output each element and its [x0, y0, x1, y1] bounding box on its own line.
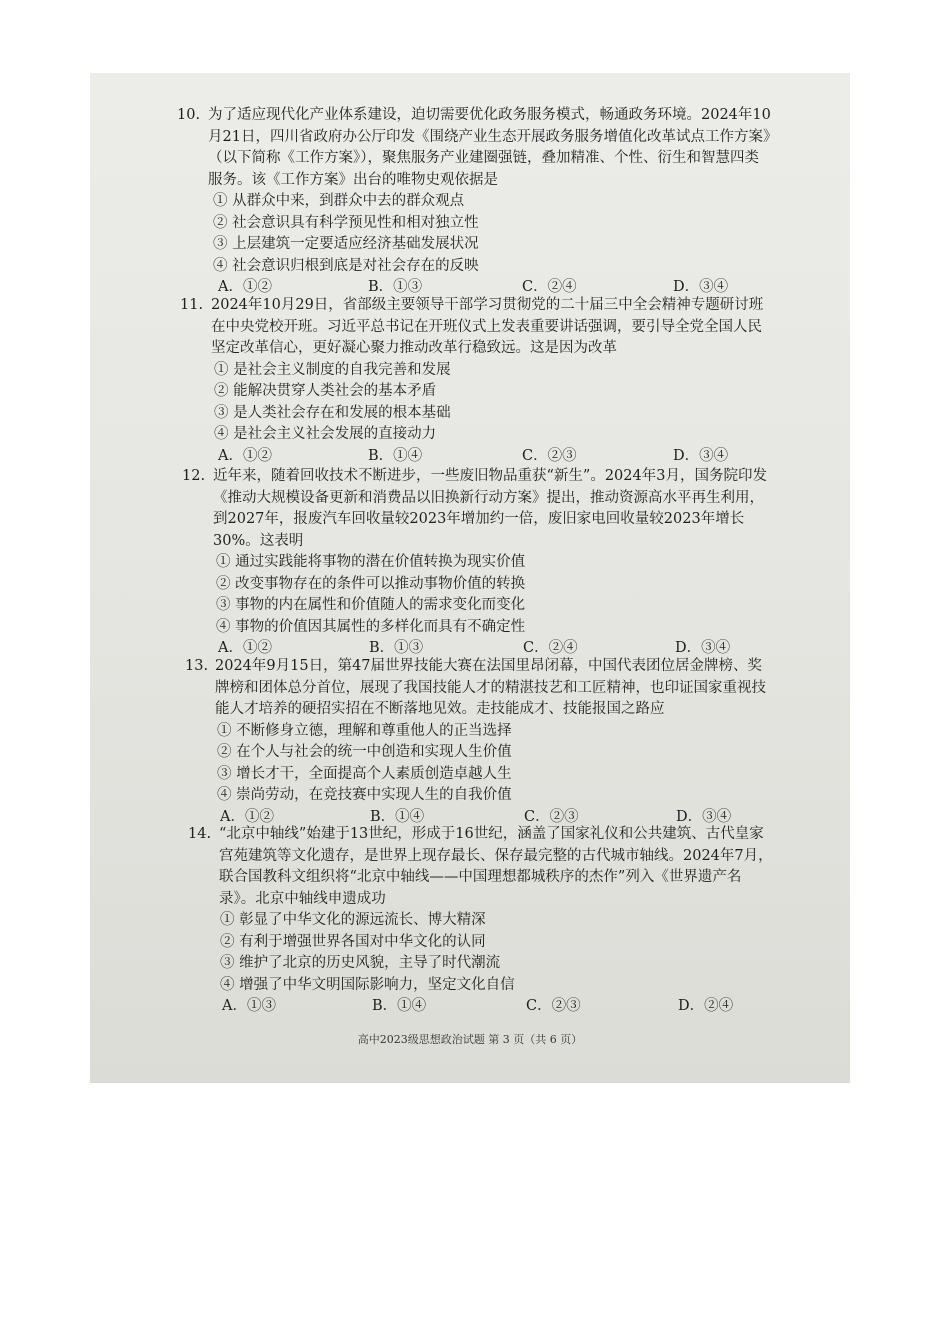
option-4: ④ 事物的价值因其属性的多样化而具有不确定性	[216, 618, 526, 635]
option-4: ④ 是社会主义社会发展的直接动力	[214, 426, 437, 442]
option-2: ② 有利于增强世界各国对中华文化的认同	[220, 933, 486, 950]
question-stem	[90, 656, 850, 721]
option-list	[214, 360, 850, 446]
question-stem	[90, 105, 850, 191]
option-list	[217, 721, 850, 807]
answer-d: D．③④	[673, 447, 729, 464]
question-number: 14.	[188, 826, 212, 842]
option-3: ③ 维护了北京的历史风貌，主导了时代潮流	[220, 955, 501, 971]
question-stem	[90, 466, 850, 552]
question-13	[90, 656, 850, 828]
question-number: 13.	[185, 658, 209, 674]
question-text: 2024年9月15日，第47届世界技能大赛在法国里昂闭幕，中国代表团位居金牌榜、奖牌榜和团体总分首位，展现了我国技能人才的精湛技艺和工匠精神，也印证国家重视技能人才培养的硬招实招在不断落地见效。走技能成才、技能报国之路应	[215, 658, 766, 717]
option-4: ④ 社会意识归根到底是对社会存在的反映	[213, 257, 479, 274]
option-list	[220, 910, 850, 996]
answer-b: B．①④	[368, 447, 423, 464]
answer-d: D．②④	[678, 998, 734, 1014]
option-2: ② 社会意识具有科学预见性和相对独立性	[213, 214, 479, 231]
question-number: 10.	[177, 107, 201, 123]
question-stem	[90, 295, 850, 360]
answer-a: A．①③	[222, 998, 276, 1014]
question-14	[90, 824, 850, 1017]
option-3: ③ 是人类社会存在和发展的根本基础	[214, 404, 451, 421]
question-text: 2024年10月29日，省部级主要领导干部学习贯彻党的二十届三中全会精神专题研讨班在中央党校开班。习近平总书记在开班仪式上发表重要讲话强调，要引导全党全国人民坚定改革信心，更好凝心聚力推动改革行稳致远。这是因为改革	[211, 297, 764, 356]
option-list	[216, 552, 850, 638]
answer-a: A．①②	[218, 640, 272, 656]
answer-c: C．②③	[522, 447, 577, 464]
option-1: ① 是社会主义制度的自我完善和发展	[214, 361, 451, 378]
option-4: ④ 增强了中华文明国际影响力，坚定文化自信	[220, 976, 515, 993]
option-3: ③ 增长才干，全面提高个人素质创造卓越人生	[217, 765, 512, 782]
question-11	[90, 295, 850, 467]
question-stem	[90, 824, 850, 910]
answer-a: A．①②	[218, 447, 272, 464]
answer-b: B．①③	[369, 640, 424, 656]
question-10	[90, 105, 850, 298]
question-text: 近年来，随着回收技术不断进步，一些废旧物品重获“新生”。2024年3月，国务院印发《推动大规模设备更新和消费品以旧换新行动方案》提出，推动资源高水平再生利用，到2027年，报废汽车回收量较2023年增加约一倍，废旧家电回收量较2023年增长30%。这表明	[213, 468, 767, 549]
answer-choices	[90, 446, 850, 467]
question-number: 11.	[180, 297, 204, 313]
answer-c: C．②④	[522, 279, 577, 295]
question-text: 为了适应现代化产业体系建设，迫切需要优化政务服务模式，畅通政务环境。2024年10月21日，四川省政府办公厅印发《围绕产业生态开展政务服务增值化改革试点工作方案》（以下简称《工作方案》），聚焦服务产业建圈强链，叠加精准、个性、衍生和智慧四类服务。该《工作方案》出台的唯物史观依据是	[208, 107, 771, 188]
answer-choices	[90, 996, 850, 1017]
answer-b: B．①③	[368, 279, 423, 295]
answer-d: D．③④	[675, 640, 731, 656]
exam-page-photo	[90, 73, 850, 1083]
answer-c: C．②④	[523, 640, 578, 656]
answer-b: B．①④	[370, 808, 425, 825]
answer-c: C．②③	[526, 998, 581, 1014]
option-1: ① 通过实践能将事物的潜在价值转换为现实价值	[216, 554, 526, 570]
page-footer: 高中2023级思想政治试题 第 3 页（共 6 页）	[357, 1033, 583, 1046]
option-1: ① 不断修身立德，理解和尊重他人的正当选择	[217, 722, 512, 739]
answer-a: A．①②	[220, 808, 274, 825]
answer-c: C．②③	[524, 808, 579, 825]
answer-d: D．③④	[673, 279, 729, 295]
option-4: ④ 崇尚劳动，在竞技赛中实现人生的自我价值	[217, 787, 512, 803]
answer-a: A．①②	[218, 279, 272, 295]
answer-b: B．①④	[372, 998, 427, 1014]
answer-d: D．③④	[676, 808, 732, 825]
option-2: ② 改变事物存在的条件可以推动事物价值的转换	[216, 575, 526, 592]
option-3: ③ 上层建筑一定要适应经济基础发展状况	[213, 236, 479, 252]
question-text: “北京中轴线”始建于13世纪，形成于16世纪，涵盖了国家礼仪和公共建筑、古代皇家宫苑建筑等文化遗存，是世界上现存最长、保存最完整的古代城市轴线。2024年7月，联合国教科文组织将“北京中轴线——中国理想都城秩序的杰作”列入《世界遗产名录》。北京中轴线申遗成功	[219, 826, 773, 907]
option-list	[213, 191, 850, 277]
option-2: ② 在个人与社会的统一中创造和实现人生价值	[217, 744, 512, 760]
question-number: 12.	[182, 468, 206, 484]
option-1: ① 彰显了中华文化的源远流长、博大精深	[220, 912, 486, 928]
option-2: ② 能解决贯穿人类社会的基本矛盾	[214, 383, 437, 399]
question-12	[90, 466, 850, 659]
option-1: ① 从群众中来，到群众中去的群众观点	[213, 193, 465, 209]
option-3: ③ 事物的内在属性和价值随人的需求变化而变化	[216, 597, 526, 613]
